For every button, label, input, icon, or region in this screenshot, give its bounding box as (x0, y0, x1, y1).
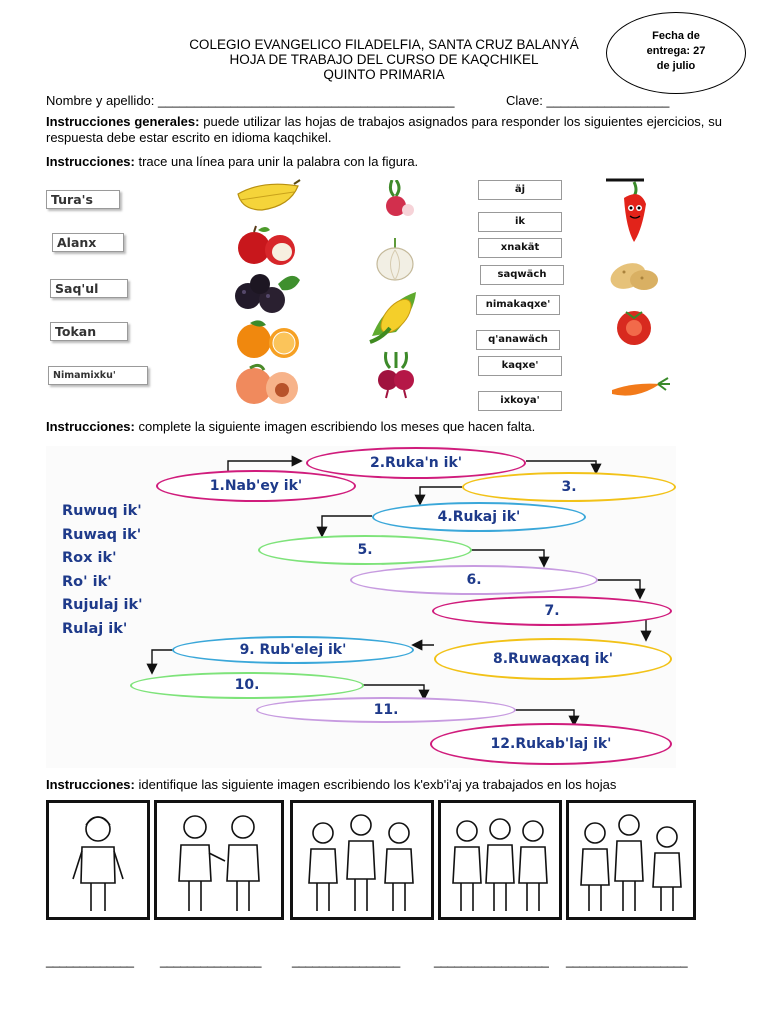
section3-label: Instrucciones: (46, 777, 135, 792)
word-nimamixku: Nimamixku' (48, 366, 148, 385)
month-oval-3: 3. (462, 472, 676, 502)
answer-blank-3[interactable]: ________________ (292, 953, 400, 968)
picture-frame-3 (290, 800, 434, 920)
arrow (526, 461, 596, 472)
word-alanx: Alanx (52, 233, 124, 252)
worksheet-title: HOJA DE TRABAJO DEL CURSO DE KAQCHIKEL (229, 52, 539, 67)
month-word: Ruwaq ik' (62, 526, 142, 543)
section1-text: trace una línea para unir la palabra con la figura. (138, 154, 419, 169)
three-people-group-icon (441, 803, 559, 917)
picture-frame-5 (566, 800, 696, 920)
three-people-icon (293, 803, 431, 917)
answer-aj: äj (478, 180, 562, 200)
answer-saqwach: saqwäch (480, 265, 564, 285)
due-date-line: Fecha de (652, 30, 700, 42)
answer-ixkoya: ixkoya' (478, 391, 562, 411)
school-name: COLEGIO EVANGELICO FILADELFIA, SANTA CRUZ BALANYÁ (189, 37, 579, 52)
arrow (592, 580, 640, 597)
one-person-icon (49, 803, 147, 917)
month-oval-2: 2.Ruka'n ik' (306, 447, 526, 479)
month-word: Ro' ik' (62, 573, 112, 590)
section2-text: complete la siguiente imagen escribiendo los meses que hacen falta. (138, 419, 536, 434)
month-oval-6: 6. (350, 565, 598, 595)
month-word: Rujulaj ik' (62, 597, 143, 613)
month-oval-8: 8.Ruwaqxaq ik' (434, 638, 672, 680)
month-word: Rox ik' (62, 550, 117, 566)
month-oval-7: 7. (432, 596, 672, 626)
word-tokan: Tokan (50, 322, 128, 341)
month-oval-10: 10. (130, 672, 364, 699)
two-people-icon (157, 803, 281, 917)
arrow (470, 550, 544, 565)
word-saqul: Saq'ul (50, 279, 128, 298)
section3-instructions (46, 777, 616, 793)
month-oval-9: 9. Rub'elej ik' (172, 636, 414, 664)
general-instructions-label: Instrucciones generales: (46, 114, 200, 129)
due-date-line: entrega: 27 (646, 45, 706, 57)
answer-blank-4[interactable]: _________________ (434, 953, 549, 968)
month-oval-5: 5. (258, 535, 472, 565)
arrow (510, 710, 574, 724)
month-oval-11: 11. (256, 697, 516, 723)
name-field[interactable]: Nombre y apellido: _________________________________________ (46, 93, 455, 108)
section3-text: identifique las siguiente imagen escribiendo los k'exb'i'aj ya trabajados en los hojas (138, 777, 617, 792)
month-word: Ruwuq ik' (62, 503, 142, 519)
arrow (322, 516, 372, 535)
section2-label: Instrucciones: (46, 419, 135, 434)
general-instructions-text: puede utilizar las hojas de trabajos asignados para responder los siguientes ejercicios, su respuesta debe estar escrito en idioma kaqchikel. (46, 114, 722, 145)
month-oval-1: 1.Nab'ey ik' (156, 470, 356, 502)
month-word: Rulaj ik' (62, 620, 128, 637)
picture-frame-1 (46, 800, 150, 920)
grade-label: QUINTO PRIMARIA (323, 67, 445, 82)
answer-ik: ik (478, 212, 562, 232)
arrow (420, 487, 462, 503)
three-people-talking-icon (569, 803, 693, 917)
picture-frame-4 (438, 800, 562, 920)
clave-field[interactable]: Clave: _________________ (506, 93, 670, 108)
answer-blank-5[interactable]: __________________ (566, 953, 688, 968)
due-date-line: de julio (656, 60, 696, 72)
picture-frame-2 (154, 800, 284, 920)
answer-nimakaqxe: nimakaqxe' (476, 295, 560, 315)
month-oval-12: 12.Rukab'laj ik' (430, 723, 672, 765)
answer-blank-2[interactable]: _______________ (160, 953, 261, 968)
answer-blank-1[interactable]: _____________ (46, 953, 134, 968)
month-oval-4: 4.Rukaj ik' (372, 502, 586, 532)
section1-label: Instrucciones: (46, 154, 135, 169)
answer-kaqxe: kaqxe' (478, 356, 562, 376)
word-turas: Tura's (46, 190, 120, 209)
answer-xnakat: xnakät (478, 238, 562, 258)
answer-qanawach: q'anawäch (476, 330, 560, 350)
